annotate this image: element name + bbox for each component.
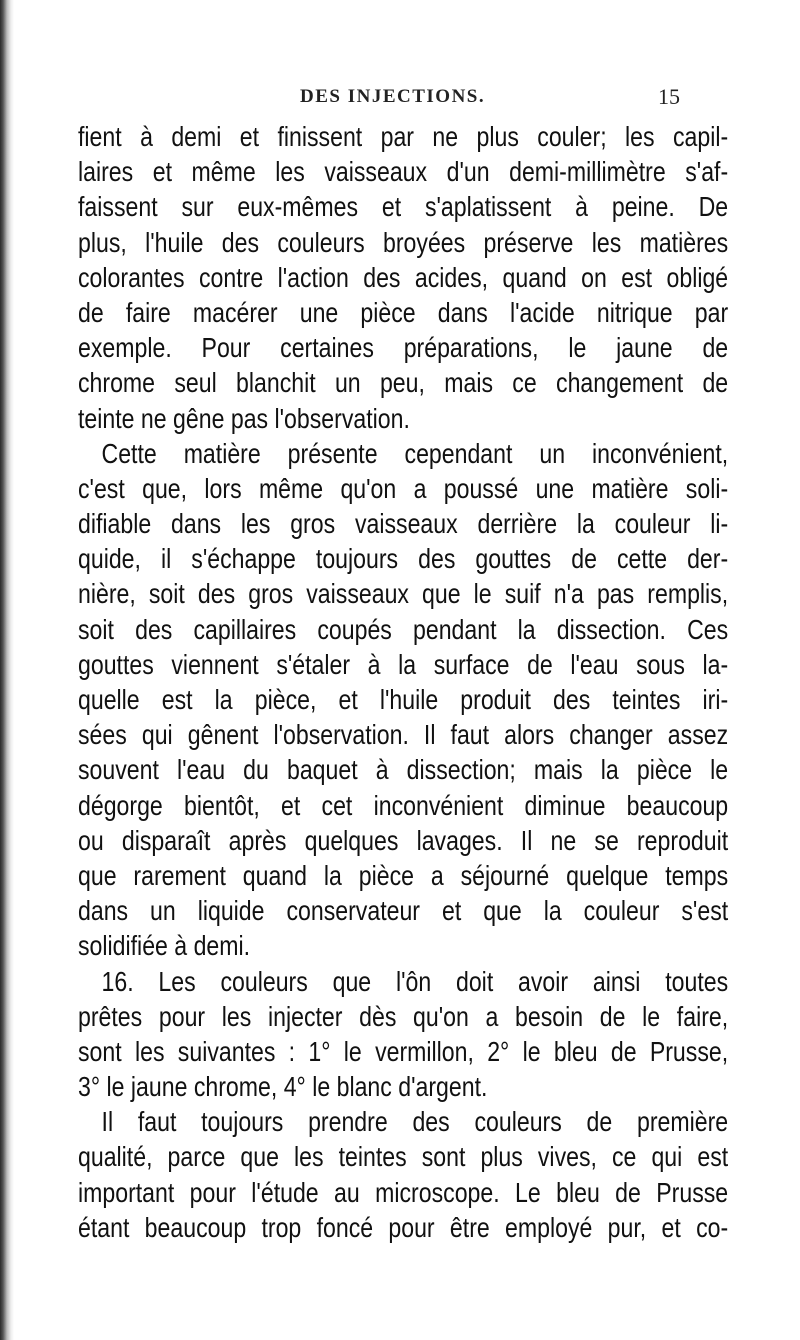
text-line: sont les suivantes : 1° le vermillon, 2° le bleu de Prusse, [78,1035,729,1067]
paragraph-start-line: Il faut toujours prendre des couleurs de première [101,1106,729,1138]
text-line: difiable dans les gros vaisseaux derrière la couleur li- [78,508,729,540]
paragraph-start-line: Cette matière présente cependant un inconvénient, [101,437,729,469]
text-line: dégorge bientôt, et cet inconvénient diminue beaucoup [78,789,729,821]
text-line: teinte ne gêne pas l'observation. [78,402,410,434]
text-line: plus, l'huile des couleurs broyées préserve les matières [78,226,729,258]
text-line: exemple. Pour certaines préparations, le jaune de [78,332,729,364]
text-line: prêtes pour les injecter dès qu'on a besoin de le faire, [78,1000,729,1032]
text-line: sées qui gênent l'observation. Il faut alors changer assez [78,719,729,751]
text-line: que rarement quand la pièce a séjourné quelque temps [78,859,729,891]
text-line: quide, il s'échappe toujours des gouttes de cette der- [78,543,729,575]
text-line: faissent sur eux-mêmes et s'aplatissent à peine. De [78,191,729,223]
text-line: quelle est la pièce, et l'huile produit des teintes iri- [78,684,729,715]
page-header [300,86,680,112]
text-line: c'est que, lors même qu'on a poussé une matière soli- [78,472,729,504]
text-line: de faire macérer une pièce dans l'acide nitrique par [78,296,729,328]
text-line: important pour l'étude au microscope. Le bleu de Prusse [78,1176,729,1208]
text-line: dans un liquide conservateur et que la couleur s'est [78,895,729,927]
text-line: fient à demi et finissent par ne plus couler; les capil- [78,121,729,152]
text-line: gouttes viennent s'étaler à la surface de l'eau sous la- [78,648,729,680]
text-line: solidifiée à demi. [78,930,251,962]
text-line: colorantes contre l'action des acides, quand on est obligé [78,261,729,293]
text-line: chrome seul blanchit un peu, mais ce changement de [78,367,729,399]
body-text [78,119,729,1245]
text-line: ou disparaît après quelques lavages. Il ne se reproduit [78,824,729,856]
text-line: étant beaucoup trop foncé pour être employé pur, et co- [78,1211,729,1243]
page-number: 15 [658,84,680,109]
text-line: souvent l'eau du baquet à dissection; mais la pièce le [78,754,729,786]
text-line: nière, soit des gros vaisseaux que le suif n'a pas remplis, [78,578,729,610]
text-line: laires et même les vaisseaux d'un demi-millimètre s'af- [78,156,729,188]
text-line: qualité, parce que les teintes sont plus vives, ce qui est [78,1141,729,1173]
running-title: DES INJECTIONS. [300,86,486,107]
text-line: 3° le jaune chrome, 4° le blanc d'argent. [78,1071,488,1103]
text-line: soit des capillaires coupés pendant la dissection. Ces [78,613,729,645]
paragraph-start-line: 16. Les couleurs que l'ôn doit avoir ainsi toutes [101,965,729,997]
